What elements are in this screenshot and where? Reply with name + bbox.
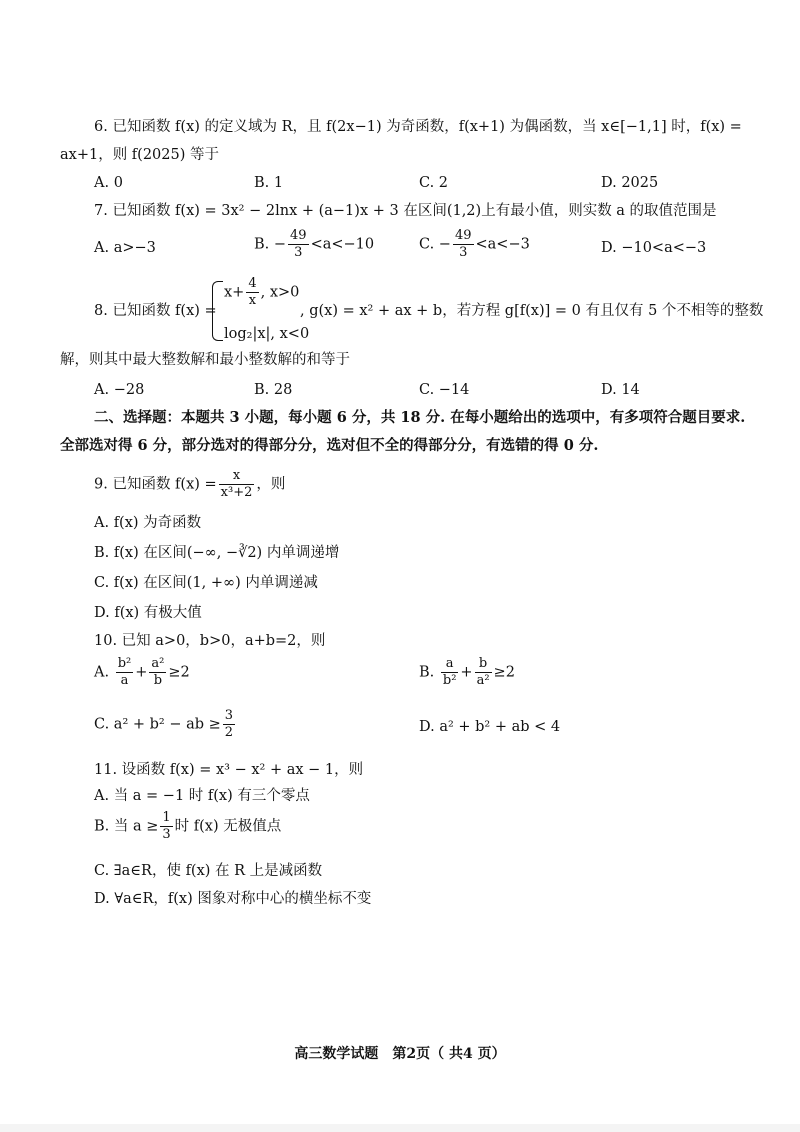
q11-stem: 11. 设函数 f(x) = x³ − x² + ax − 1，则 <box>94 762 364 778</box>
q6-option-a: A. 0 <box>94 175 123 191</box>
scan-bottom-edge <box>0 1124 800 1132</box>
q10-option-a-fraction-1: $\frac{\text{b²}}{a}$ <box>117 656 132 688</box>
q9-stem: 9. 已知函数 f(x) = $\frac{x}{\text{x³+2}}$ ，则 <box>94 468 286 500</box>
q11-option-b: B. 当 a ≥ $\frac{1}{3}$ 时 f(x) 无极值点 <box>94 810 282 842</box>
q7-option-c-fraction: $\frac{49}{3}$ <box>454 228 472 260</box>
q10-option-b: B. $\frac{a}{\text{b²}}$ + $\frac{b}{\text{a²}}$ ≥2 <box>419 656 515 688</box>
q11-option-a: A. 当 a = −1 时 f(x) 有三个零点 <box>94 788 310 804</box>
q9-option-a: A. f(x) 为奇函数 <box>94 515 202 531</box>
q6-option-c: C. 2 <box>419 175 449 191</box>
q7-option-c: C. − $\frac{49}{3}$ <a<−3 <box>419 228 530 260</box>
q6-line2: ax+1，则 f(2025) 等于 <box>60 147 219 163</box>
q11-option-c: C. ∃a∈R，使 f(x) 在 R 上是减函数 <box>94 863 323 879</box>
q10-option-c-fraction: $\frac{3}{2}$ <box>224 708 234 740</box>
q7-option-a: A. a>−3 <box>94 240 156 256</box>
q10-stem: 10. 已知 a>0，b>0，a+b=2，则 <box>94 633 326 649</box>
q7-option-b-fraction: $\frac{49}{3}$ <box>290 228 307 260</box>
q10-option-c: C. a² + b² − ab ≥ $\frac{3}{2}$ <box>94 708 234 740</box>
q9-option-c: C. f(x) 在区间(1, +∞) 内单调递减 <box>94 575 318 591</box>
q9-fraction: $\frac{x}{\text{x³+2}}$ <box>220 468 253 500</box>
q10-option-a: A. $\frac{\text{b²}}{a}$ + $\frac{\text{a²}}{b}$ ≥2 <box>94 656 190 688</box>
q8-case1: x+ $\frac{4}{x}$ , x>0 <box>224 276 300 308</box>
q9-option-d: D. f(x) 有极大值 <box>94 605 202 621</box>
q8-piecewise-brace <box>212 281 223 341</box>
q8-case2: log₂|x|, x<0 <box>224 326 310 342</box>
q8-case1-fraction: $\frac{4}{x}$ <box>248 276 257 308</box>
q10-option-b-fraction-2: $\frac{b}{\text{a²}}$ <box>476 656 490 688</box>
q7-option-b: B. − $\frac{49}{3}$ <a<−10 <box>254 228 375 260</box>
q10-option-a-fraction-2: $\frac{\text{a²}}{b}$ <box>151 656 165 688</box>
q6-option-b: B. 1 <box>254 175 284 191</box>
q8-line2: 解，则其中最大整数解和最小整数解的和等于 <box>60 352 350 368</box>
section2-line1: 二、选择题：本题共 3 小题，每小题 6 分，共 18 分. 在每小题给出的选项中，有多项符合题目要求. <box>94 409 746 426</box>
page-footer: 高三数学试题 第2页（ 共4 页） <box>294 1046 506 1062</box>
q6-option-d: D. 2025 <box>601 175 659 191</box>
section2-line2: 全部选对得 6 分，部分选对的得部分分，选对但不全的得部分分，有选错的得 0 分. <box>60 437 599 454</box>
q8-prefix: 8. 已知函数 f(x) = <box>94 303 217 319</box>
q8-mid: , g(x) = x² + ax + b，若方程 g[f(x)] = 0 有且仅有 5 个不相等的整数 <box>300 303 764 319</box>
q9-option-b: B. f(x) 在区间(−∞, −∛2) 内单调递增 <box>94 545 340 561</box>
q10-option-b-fraction-1: $\frac{a}{\text{b²}}$ <box>442 656 457 688</box>
q7-option-d: D. −10<a<−3 <box>601 240 707 256</box>
q8-option-a: A. −28 <box>94 382 145 398</box>
q6-line1: 6. 已知函数 f(x) 的定义域为 R，且 f(2x−1) 为奇函数，f(x+1) 为偶函数，当 x∈[−1,1] 时，f(x) = <box>94 119 742 135</box>
q11-option-d: D. ∀a∈R，f(x) 图象对称中心的横坐标不变 <box>94 891 372 907</box>
q10-option-d: D. a² + b² + ab < 4 <box>419 719 561 735</box>
q8-option-d: D. 14 <box>601 382 640 398</box>
q8-option-c: C. −14 <box>419 382 470 398</box>
q11-option-b-fraction: $\frac{1}{3}$ <box>162 810 171 842</box>
q7-stem: 7. 已知函数 f(x) = 3x² − 2lnx + (a−1)x + 3 在区间(1,2)上有最小值，则实数 a 的取值范围是 <box>94 203 717 219</box>
q8-option-b: B. 28 <box>254 382 293 398</box>
